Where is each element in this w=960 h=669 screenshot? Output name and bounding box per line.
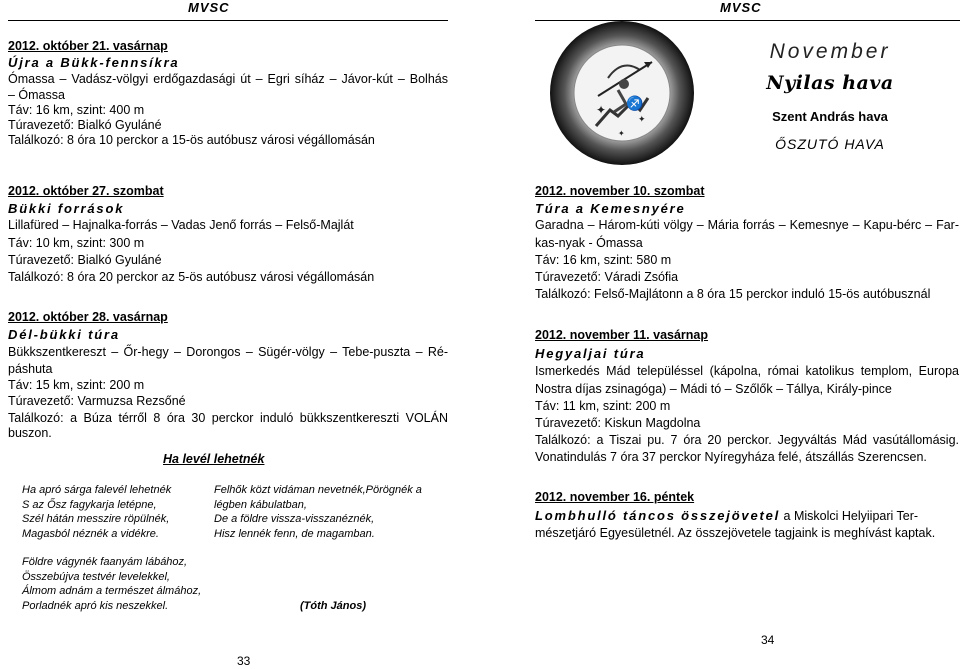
poem-line: Hisz lennék fenn, de magamban. [214, 527, 375, 540]
event-description: mészetjáró Egyesületnél. Az összejövetele tagjaink is meghívást kaptak. [535, 526, 936, 541]
event-title: Túra a Kemesnyére [535, 201, 686, 217]
event-meeting: Találkozó: a Tiszai pu. 7 óra 20 perckor. Jegyváltás Mád vasútállomásig. [535, 433, 959, 448]
poem-line: Ha apró sárga falevél lehetnék [22, 484, 172, 496]
event-title: Újra a Bükk-fennsíkra [8, 55, 180, 71]
poem-stanza-2 [214, 483, 422, 541]
page-number-right: 34 [761, 633, 775, 647]
event-title-line [535, 508, 959, 524]
event-meeting: Találkozó: a Búza térről 8 óra 30 perckor induló bükkszentkereszti VOLÁN [8, 411, 448, 426]
event-distance: Táv: 16 km, szint: 580 m [535, 252, 672, 267]
event-route-cont: Nostra díjas zsinagóga) – Mádi tó – Szőlők – Tállya, Király-pince [535, 381, 892, 396]
month-subtitle-oszuto: ŐSZUTÓ HAVA [775, 136, 885, 152]
svg-text:✦: ✦ [618, 129, 625, 138]
poem-line: Összebújva testvér levelekkel, [22, 570, 170, 583]
right-header: MVSC [720, 0, 762, 15]
event-date: 2012. október 27. szombat [8, 184, 164, 198]
left-header: MVSC [188, 0, 230, 15]
event-distance: Táv: 16 km, szint: 400 m [8, 102, 145, 117]
poem-line: De a földre vissza-visszanéznék, [214, 513, 375, 526]
event-meeting-cont: buszon. [8, 426, 52, 441]
poem-stanza-1 [22, 483, 171, 541]
event-leader: Túravezető: Váradi Zsófia [535, 270, 679, 285]
event-leader: Túravezető: Kiskun Magdolna [535, 416, 701, 431]
svg-text:✦: ✦ [638, 114, 646, 124]
event-title-rest: a Miskolci Helyiipari Ter- [780, 509, 919, 524]
event-title: Bükki források [8, 201, 125, 217]
poem-line: légben kábulatban, [214, 498, 307, 511]
poem-line: Szél hátán messzire röpülnék, [22, 513, 170, 526]
poem-line: S az Ősz fagykarja letépne, [22, 498, 157, 511]
event-distance: Táv: 11 km, szint: 200 m [535, 398, 671, 413]
poem-line: Magasból néznék a vidékre. [22, 527, 159, 540]
event-date: 2012. november 16. péntek [535, 490, 695, 504]
poem-stanza-3 [22, 555, 201, 613]
event-meeting: Találkozó: 8 óra 20 perckor az 5-ös autóbusz városi végállomásán [8, 270, 375, 285]
event-meeting: Találkozó: 8 óra 10 perckor a 15-ös autóbusz városi végállomásán [8, 133, 375, 148]
poem-line: Földre vágynék faanyám lábához, [22, 556, 188, 568]
event-route-cont: – Ómassa [8, 87, 65, 102]
sagittarius-icon [548, 18, 696, 168]
event-route: Ismerkedés Mád településsel (kápolna, római katolikus templom, Europa [535, 364, 959, 379]
event-route: Lillafüred – Hajnalka-forrás – Vadas Jenő forrás – Felső-Majlát [8, 218, 354, 233]
event-meeting: Találkozó: Felső-Majlátonn a 8 óra 15 perckor induló 15-ös autóbusznál [535, 287, 931, 302]
event-title: Dél-bükki túra [8, 327, 120, 343]
event-oct27 [8, 184, 448, 285]
month-subtitle-nyilas: Nyilas hava [766, 72, 894, 94]
event-leader: Túravezető: Bialkó Gyuláné [8, 118, 162, 133]
svg-text:♐: ♐ [626, 95, 644, 111]
poem-author: (Tóth János) [300, 600, 366, 612]
event-distance: Táv: 15 km, szint: 200 m [8, 377, 145, 392]
poem-line: Álmom adnám a természet álmához, [22, 585, 202, 598]
event-nov10 [535, 184, 959, 302]
month-title: November [769, 40, 891, 63]
left-header-rule [8, 20, 448, 21]
event-nov16 [535, 490, 959, 542]
event-oct21 [8, 39, 448, 148]
event-nov11 [535, 328, 959, 466]
event-route: Garadna – Három-kúti völgy – Mária forrás – Kemesnye – Kapu-bérc – Far- [535, 218, 959, 233]
event-route-cont: kas-nyak - Ómassa [535, 235, 643, 250]
poem-line: Felhők közt vidáman nevetnék,Pörögnék a [214, 484, 422, 496]
event-meeting-cont: Vonatindulás 7 óra 37 perckor Nyíregyháza felé, átszállás Szerencsen. [535, 450, 927, 465]
poem-line: Porladnék apró kis neszekkel. [22, 599, 169, 612]
event-title: Hegyaljai túra [535, 346, 646, 362]
page-number-left: 33 [237, 654, 251, 668]
event-distance: Táv: 10 km, szint: 300 m [8, 235, 145, 250]
event-route: Bükkszentkereszt – Őr-hegy – Dorongos – Sügér-völgy – Tebe-puszta – Ré- [8, 345, 448, 360]
event-date: 2012. november 10. szombat [535, 184, 705, 198]
sagittarius-emblem [548, 18, 696, 168]
svg-text:✦: ✦ [596, 103, 607, 117]
event-date: 2012. október 28. vasárnap [8, 310, 168, 324]
poem-title: Ha levél lehetnék [163, 452, 265, 466]
event-leader: Túravezető: Varmuzsa Rezsőné [8, 394, 186, 409]
event-title: Lombhulló táncos összejövetel [535, 508, 781, 524]
event-leader: Túravezető: Bialkó Gyuláné [8, 252, 162, 267]
event-route: Ómassa – Vadász-völgyi erdőgazdasági út – Egri síház – Jávor-kút – Bolhás [8, 72, 448, 87]
month-subtitle-szent: Szent András hava [772, 109, 888, 124]
event-date: 2012. október 21. vasárnap [8, 39, 168, 53]
event-route-cont: páshuta [8, 361, 53, 376]
event-date: 2012. november 11. vasárnap [535, 328, 709, 342]
event-oct28 [8, 310, 448, 442]
